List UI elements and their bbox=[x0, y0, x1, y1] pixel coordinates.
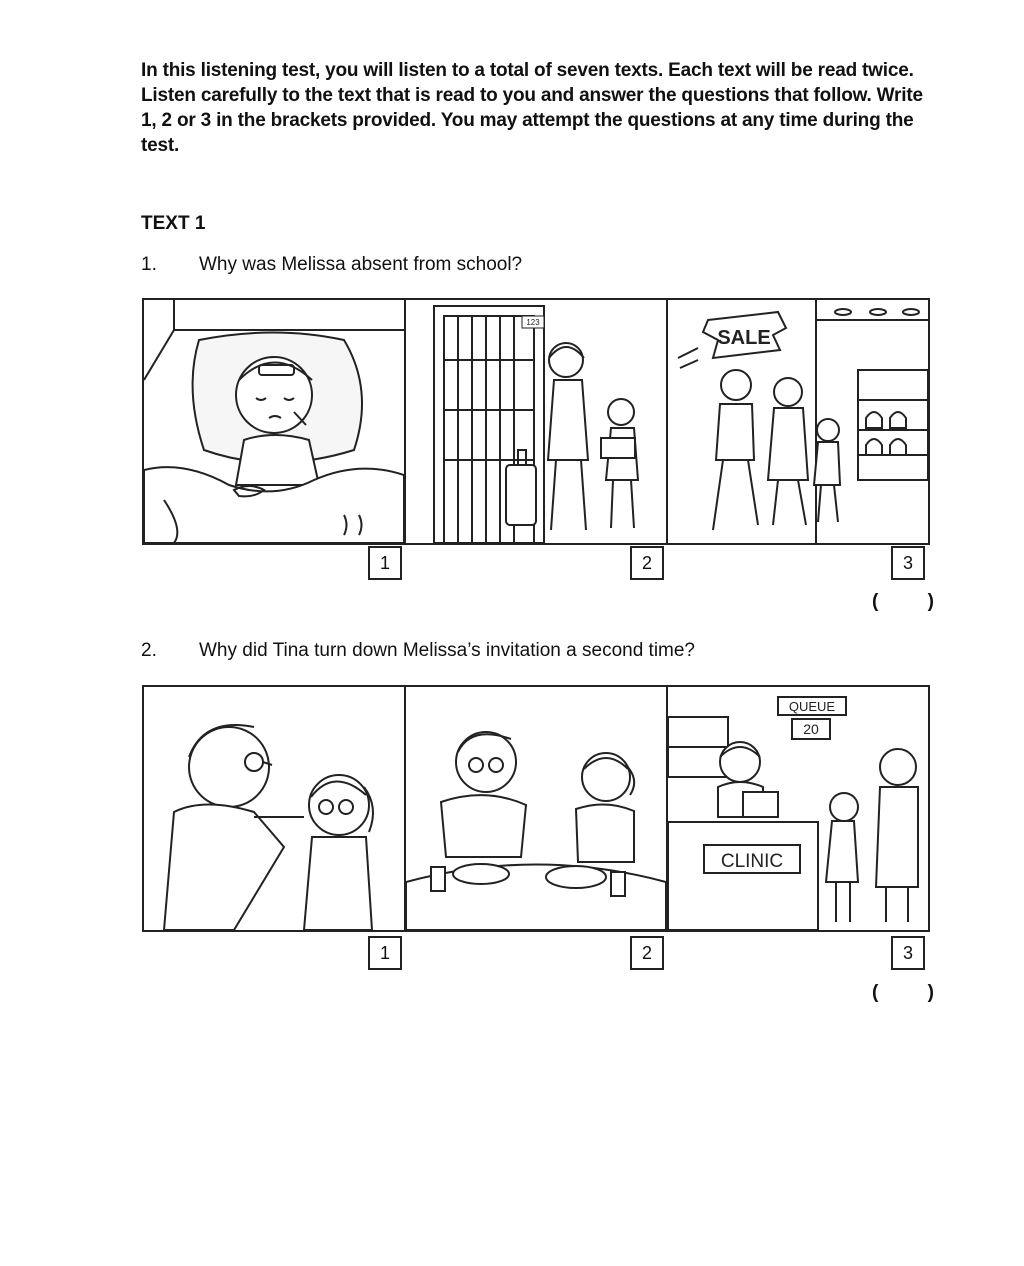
clinic-sign-label: CLINIC bbox=[720, 851, 784, 872]
option-1-sick-in-bed-picture bbox=[144, 300, 406, 543]
question-2-picture-row bbox=[142, 685, 930, 932]
close-bracket: ) bbox=[927, 591, 934, 612]
option-1-eye-check-picture bbox=[144, 687, 406, 930]
door-number-label: 123 bbox=[526, 318, 540, 327]
close-bracket: ) bbox=[927, 982, 934, 1003]
option-3-shopping-sale-picture bbox=[668, 300, 928, 543]
option-3-number-box: 3 bbox=[891, 546, 925, 580]
question-2 bbox=[141, 640, 695, 662]
option-3-clinic-queue-picture bbox=[668, 687, 928, 930]
open-bracket: ( bbox=[872, 591, 879, 612]
sale-sign-label: SALE bbox=[717, 327, 771, 349]
question-number: 2. bbox=[141, 640, 157, 661]
open-bracket: ( bbox=[872, 982, 879, 1003]
section-title: TEXT 1 bbox=[141, 213, 206, 234]
question-1 bbox=[141, 254, 522, 276]
option-2-number-box: 2 bbox=[630, 546, 664, 580]
option-2-arriving-home-picture bbox=[406, 300, 668, 543]
option-2-number-box: 2 bbox=[630, 936, 664, 970]
queue-sign-label: QUEUE bbox=[788, 699, 836, 714]
instructions-text: In this listening test, you will listen to a total of seven texts. Each text will be read twice. Listen carefully to the text that is read to you and answer the questions that follow. Write 1, 2 or 3 in the brackets provided. You may attempt the questions at any time during the test. bbox=[141, 60, 923, 156]
question-1-picture-row bbox=[142, 298, 930, 545]
question-text: Why did Tina turn down Melissa’s invitation a second time? bbox=[199, 640, 696, 661]
answer-brackets-question-2[interactable] bbox=[872, 982, 934, 1004]
question-number: 1. bbox=[141, 254, 157, 275]
option-1-number-box: 1 bbox=[368, 546, 402, 580]
question-text: Why was Melissa absent from school? bbox=[199, 254, 523, 275]
answer-brackets-question-1[interactable] bbox=[872, 591, 934, 613]
queue-number-label: 20 bbox=[803, 721, 819, 737]
option-2-lunch-with-grandparent-picture bbox=[406, 687, 668, 930]
option-1-number-box: 1 bbox=[368, 936, 402, 970]
option-3-number-box: 3 bbox=[891, 936, 925, 970]
